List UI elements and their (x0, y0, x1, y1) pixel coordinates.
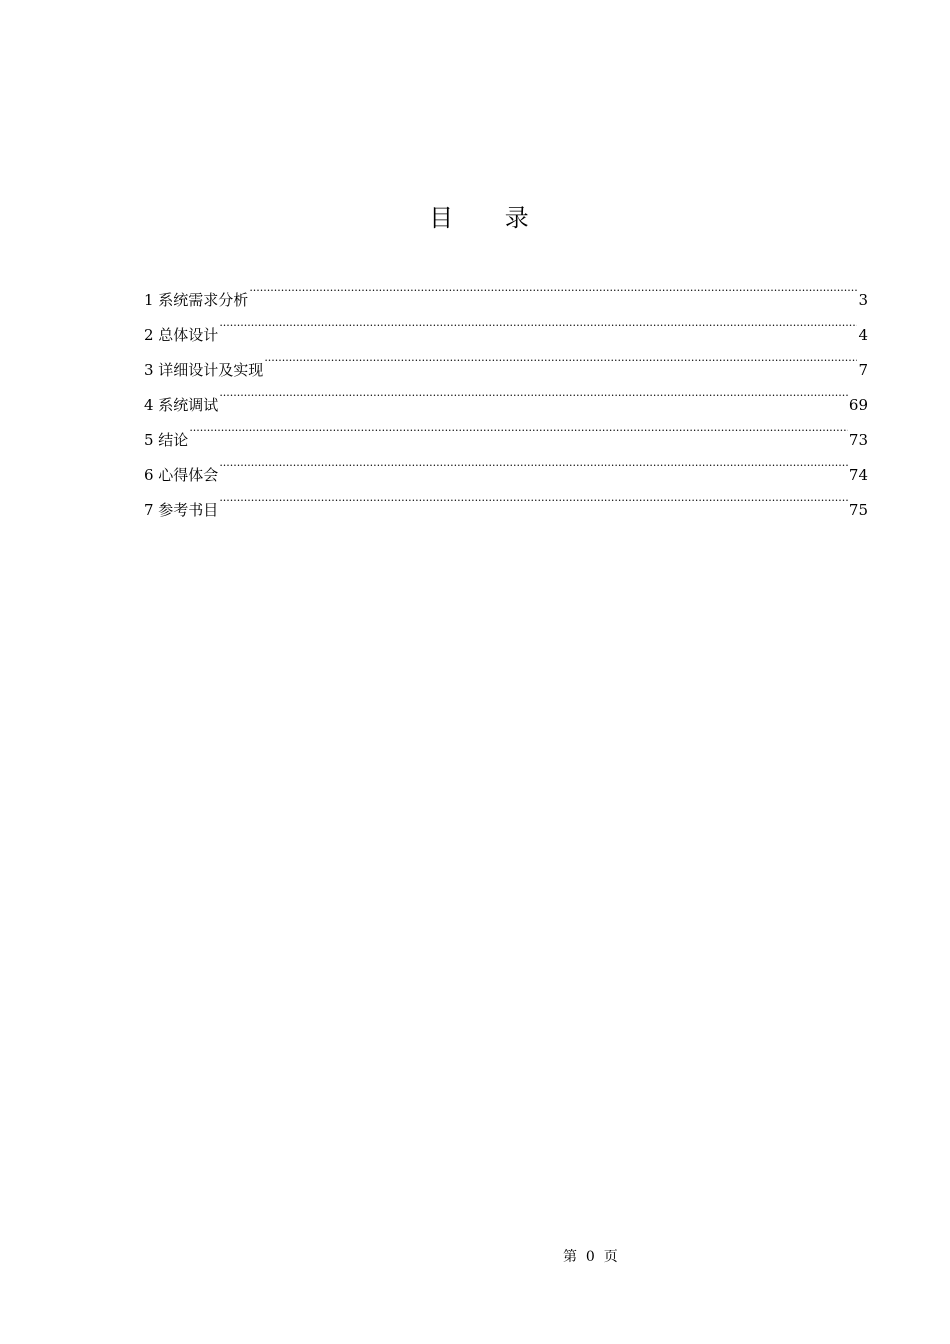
toc-entry-label: 5 结论 (144, 431, 189, 449)
toc-entry[interactable] (144, 340, 868, 379)
toc-entry[interactable] (144, 270, 868, 309)
toc-entry[interactable] (144, 480, 868, 519)
toc-entry-page: 75 (848, 501, 868, 519)
toc-entry-label: 7 参考书目 (144, 501, 219, 519)
toc-entry-label: 3 详细设计及实现 (144, 361, 264, 379)
toc-dot-leader (189, 410, 848, 445)
page-number-footer: 第 0 页 (563, 1249, 618, 1265)
toc-dot-leader (249, 270, 857, 305)
toc-entry-label: 2 总体设计 (144, 326, 219, 344)
toc-entry[interactable] (144, 305, 868, 344)
toc-title: 目 录 (429, 204, 551, 232)
toc-entry[interactable] (144, 410, 868, 449)
toc-entry-page: 73 (848, 431, 868, 449)
toc-entry-label: 6 心得体会 (144, 466, 219, 484)
toc-entry-page: 74 (848, 466, 868, 484)
toc-entry-page: 3 (858, 291, 868, 309)
toc-dot-leader (219, 375, 848, 410)
toc-entry-label: 1 系统需求分析 (144, 291, 249, 309)
toc-dot-leader (219, 480, 848, 515)
toc-entry-page: 4 (858, 326, 868, 344)
toc-list (144, 270, 868, 519)
toc-entry[interactable] (144, 445, 868, 484)
toc-entry[interactable] (144, 375, 868, 414)
toc-dot-leader (264, 340, 857, 375)
toc-dot-leader (219, 305, 857, 340)
toc-entry-page: 7 (858, 361, 868, 379)
toc-dot-leader (219, 445, 848, 480)
toc-entry-label: 4 系统调试 (144, 396, 219, 414)
toc-entry-page: 69 (848, 396, 868, 414)
